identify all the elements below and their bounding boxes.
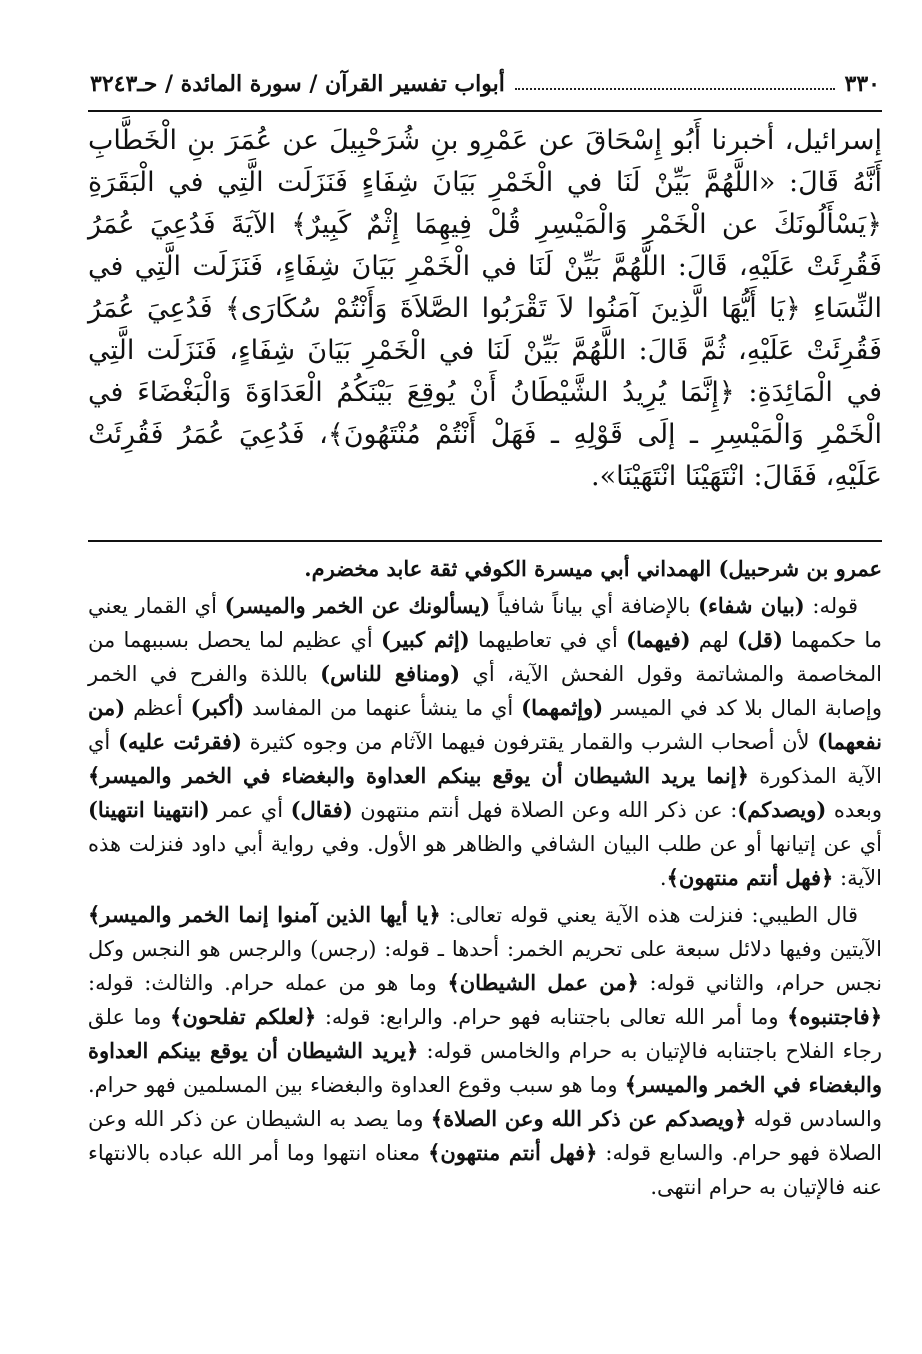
text-segment: أي عن إتيانها أو عن طلب البيان الشافي والظاهر هو الأول. وفي رواية أبي داود فنزلت هذه الآية: — [88, 832, 882, 890]
bold-quote-segment: ﴿من عمل الشيطان﴾ — [447, 970, 639, 995]
commentary-paragraph — [88, 589, 882, 895]
header-dot-leader — [515, 78, 835, 90]
hadith-text: إسرائيل، أخبرنا أَبُو إِسْحَاقَ عن عَمْرِو بنِ شُرَحْبِيلَ عن عُمَرَ بنِ الْخَطَّابِ أَنَّهُ قَالَ: «اللَّهُمَّ بَيِّنْ لَنَا في الْخَمْرِ بَيَانَ شِفَاءٍ فَنَزَلَت الَّتِي في الْبَقَرَةِ ﴿يَسْأَلُونَكَ عن الْخَمْرِ وَالْمَيْسِرِ قُلْ فِيهِمَا إِثْمٌ كَبِيرٌ﴾ الآيَةَ فَدُعِيَ عُمَرُ فَقُرِئَتْ عَلَيْهِ، قَالَ: اللَّهُمَّ بَيِّنْ لَنَا في الْخَمْرِ بَيَانَ شِفَاءٍ، فَنَزَلَت الَّتِي في النِّسَاءِ ﴿يَا أَيُّهَا الَّذِينَ آمَنُوا لاَ تَقْرَبُوا الصَّلاَةَ وَأَنْتُمْ سُكَارَى﴾ فَدُعِيَ عُمَرُ فَقُرِئَتْ عَلَيْهِ، ثُمَّ قَالَ: اللَّهُمَّ بَيِّنْ لَنَا في الْخَمْرِ بَيَانَ شِفَاءٍ، فَنَزَلَت الَّتِي في الْمَائِدَةِ: ﴿إِنَّمَا يُرِيدُ الشَّيْطَانُ أَنْ يُوقِعَ بَيْنَكُمُ الْعَدَاوَةَ وَالْبَغْضَاءَ في الْخَمْرِ وَالْمَيْسِرِ ـ إلَى قَوْلِهِ ـ فَهَلْ أَنْتُمْ مُنْتَهُونَ﴾، فَدُعِيَ عُمَرُ فَقُرِئَتْ عَلَيْهِ، فَقَالَ: انْتَهَيْنَا انْتَهَيْنَا». — [88, 125, 882, 492]
running-header — [90, 64, 880, 104]
text-segment: لأن أصحاب الشرب والقمار يقترفون فيهما الآثام من وجوه كثيرة — [241, 730, 818, 754]
bold-quote-segment: (إثم كبير) — [380, 627, 470, 652]
bold-quote-segment: (أكبر) — [190, 695, 245, 720]
bold-quote-segment: ﴿إنما يريد الشيطان أن يوقع بينكم العداوة والبغضاء في الخمر والميسر﴾ — [88, 763, 749, 788]
text-segment: وبعده — [826, 798, 882, 822]
bold-quote-segment: ﴿يريد الشيطان أن يوقع بينكم العداوة والبغضاء في الخمر والميسر﴾ — [88, 1038, 883, 1097]
commentary-paragraph — [88, 552, 882, 586]
commentary-paragraph — [88, 898, 882, 1204]
bold-quote-segment: (فيهما) — [626, 627, 691, 652]
header-divider — [88, 110, 882, 112]
bold-quote-segment: (بيان شفاء) — [698, 593, 805, 618]
bold-quote-segment: ﴿ويصدكم عن ذكر الله وعن الصلاة﴾ — [430, 1106, 747, 1131]
bold-quote-segment: (ويصدكم) — [737, 797, 827, 822]
bold-quote-segment: (فقال) — [290, 797, 353, 822]
bold-quote-segment: (قل) — [737, 627, 783, 652]
bold-quote-segment: ﴿فهل أنتم منتهون﴾ — [428, 1140, 598, 1165]
running-title: أبواب تفسير القرآن / سورة المائدة / حـ٣٢٤٣ — [90, 71, 505, 97]
bold-quote-segment: (يسألونك عن الخمر والميسر) — [224, 593, 491, 618]
text-segment: وما هو سبب وقوع العداوة والبغضاء بين المسلمين فهو حرام. والسادس قوله — [88, 1073, 882, 1131]
text-segment: أي عمر — [209, 798, 291, 822]
text-segment: وما أمر الله تعالى باجتنابه فهو حرام. والرابع: قوله: — [316, 1005, 788, 1029]
text-segment: : عن ذكر الله وعن الصلاة فهل أنتم منتهون — [352, 798, 738, 822]
text-segment: وما علق رجاء الفلاح باجتنابه فالإتيان به حرام والخامس قوله: — [88, 1005, 882, 1063]
bold-quote-segment: (انتهينا انتهينا) — [88, 797, 210, 822]
text-segment: معناه انتهوا وما أمر الله عباده بالانتهاء عنه فالإتيان به حرام انتهى. — [88, 1141, 882, 1199]
text-segment: . — [659, 866, 667, 890]
bold-quote-segment: (وإثمهما) — [521, 695, 604, 720]
text-segment: باللذة والفرح في الخمر وإصابة المال بلا كد في الميسر — [88, 662, 883, 720]
text-segment: أي عظيم لما يحصل بسببهما من المخاصمة والمشاتمة وقول الفحش الآية، أي — [88, 628, 882, 686]
footnote-separator — [88, 540, 882, 542]
text-segment: أعظم — [125, 696, 191, 720]
bold-quote-segment: ﴿فهل أنتم منتهون﴾ — [666, 865, 834, 890]
text-segment: قال الطيبي: فنزلت هذه الآية يعني قوله تعالى: — [440, 903, 858, 927]
text-segment: الآيتين وفيها دلائل سبعة على تحريم الخمر: أحدها ـ قوله: — [376, 937, 883, 961]
text-segment: قوله: — [804, 594, 858, 618]
bold-quote-segment: (ومنافع للناس) — [320, 661, 461, 686]
text-segment: أي في تعاطيهما — [469, 628, 627, 652]
text-segment: لهم — [690, 628, 738, 652]
commentary-block — [88, 552, 882, 1207]
bold-quote-segment: (فقرئت عليه) — [117, 729, 242, 754]
text-segment: وما هو من عمله حرام. والثالث: قوله: — [88, 971, 448, 995]
bold-quote-segment: عمرو بن شرحبيل) الهمداني أبي ميسرة الكوفي ثقة عابد مخضرم. — [304, 556, 882, 581]
text-segment: أي ما ينشأ عنهما من المفاسد — [244, 696, 522, 720]
text-segment: بالإضافة أي بياناً شافياً — [490, 594, 699, 618]
text-segment: وما يصد به الشيطان عن ذكر الله وعن الصلاة فهو حرام. والسابع قوله: — [88, 1107, 882, 1165]
text-segment: والرجس هو النجس وكل نجس حرام، والثاني قوله: — [88, 937, 882, 995]
page-number: ٣٣٠ — [844, 71, 880, 97]
bold-quote-segment: ﴿لعلكم تفلحون﴾ — [170, 1004, 317, 1029]
text-segment: أي القمار يعني ما حكمهما — [88, 594, 882, 652]
bold-quote-segment: (من نفعهما) — [88, 695, 882, 754]
bold-quote-segment: ﴿يا أيها الذين آمنوا إنما الخمر والميسر﴾ — [88, 902, 441, 927]
bold-quote-segment: ﴿فاجتنبوه﴾ — [787, 1004, 882, 1029]
text-segment: أي الآية المذكورة — [88, 730, 883, 788]
text-segment: (رجس) — [310, 937, 377, 961]
